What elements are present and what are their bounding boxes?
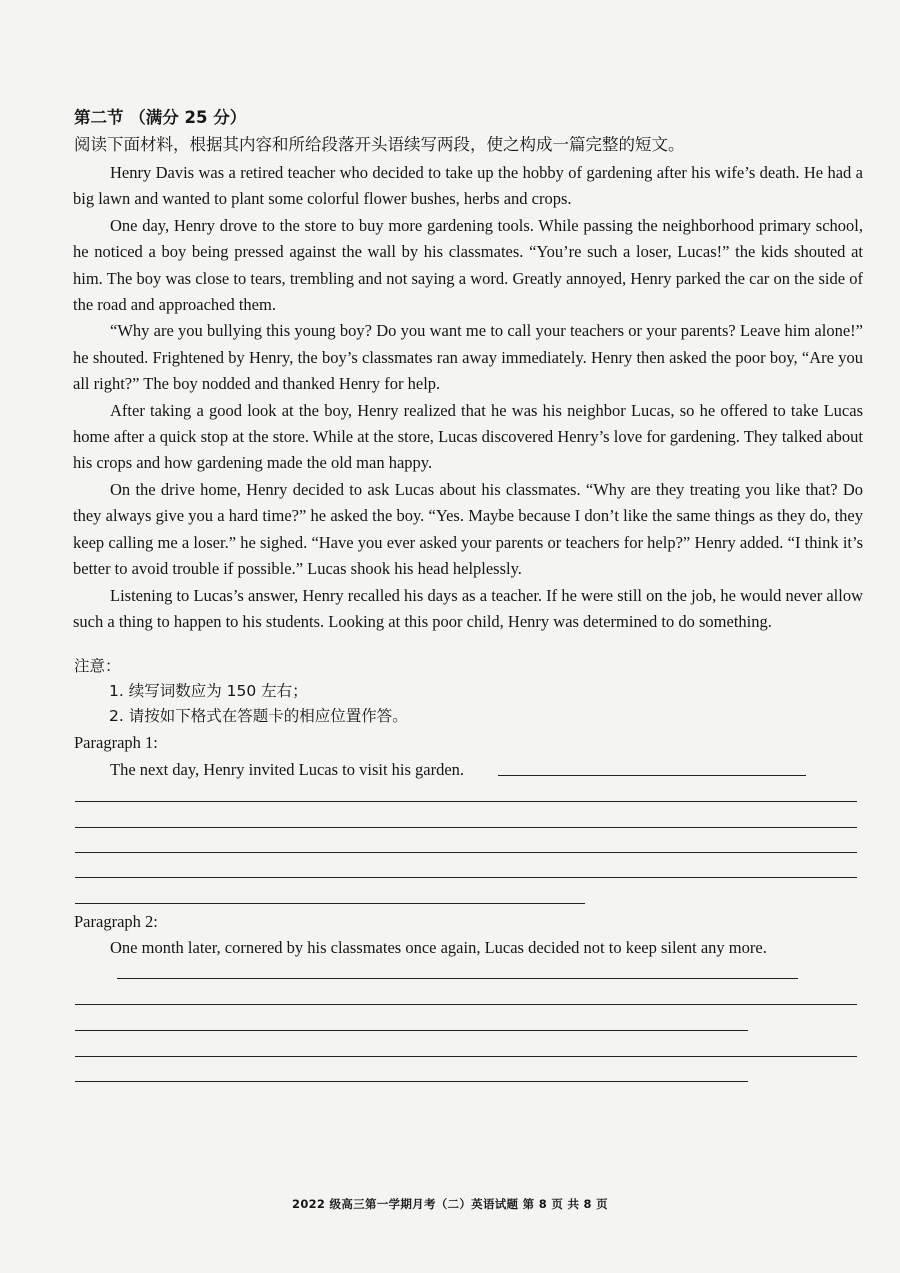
notes — [74, 654, 408, 729]
story-paragraph: After taking a good look at the boy, Henry realized that he was his neighbor Lucas, so he offered to take Lucas home after a quick stop at the store. While at the store, Lucas discovered Henry’s love for gardening. They talked about his crops and how gardening made the old man happy. — [73, 400, 863, 473]
note-item: 1. 续写词数应为 150 左右； — [109, 682, 308, 700]
story-paragraph: Henry Davis was a retired teacher who decided to take up the hobby of gardening after his wife’s death. He had a big lawn and wanted to plant some colorful flower bushes, herbs and crops. — [73, 163, 863, 209]
paragraph-2-opening: One month later, cornered by his classmates once again, Lucas decided not to keep silent any more. — [110, 938, 767, 957]
section-instruction: 阅读下面材料，根据其内容和所给段落开头语续写两段，使之构成一篇完整的短文。 — [74, 135, 685, 154]
answer-line[interactable] — [498, 775, 806, 776]
answer-line[interactable] — [75, 852, 857, 853]
answer-line[interactable] — [117, 978, 798, 979]
story-passage — [73, 160, 863, 635]
note-item: 2. 请按如下格式在答题卡的相应位置作答。 — [109, 707, 408, 725]
answer-line[interactable] — [75, 1056, 857, 1057]
paragraph-1-opening: The next day, Henry invited Lucas to visit his garden. — [110, 760, 465, 779]
story-paragraph: “Why are you bullying this young boy? Do you want me to call your teachers or your parents? Leave him alone!” he shouted. Frightened by Henry, the boy’s classmates ran away immediately. Henry then asked the poor boy, “Are you all right?” The boy nodded and thanked Henry for help. — [73, 321, 863, 394]
story-paragraph: Listening to Lucas’s answer, Henry recalled his days as a teacher. If he were still on the job, he would never allow such a thing to happen to his students. Looking at this poor child, Henry was determined to do something. — [73, 585, 863, 631]
answer-line[interactable] — [75, 1081, 748, 1082]
story-paragraph: One day, Henry drove to the store to buy more gardening tools. While passing the neighborhood primary school, he noticed a boy being pressed against the wall by his classmates. “You’re such a loser, Lucas!” the kids shouted at him. The boy was close to tears, trembling and not saying a word. Greatly annoyed, Henry parked the car on the side of the road and approached them. — [73, 215, 863, 315]
notes-title: 注意： — [74, 657, 121, 675]
page-footer: 2022 级高三第一学期月考（二）英语试题 第 8 页 共 8 页 — [292, 1197, 608, 1211]
paragraph-1-label: Paragraph 1: — [74, 733, 158, 752]
answer-line[interactable] — [75, 1030, 748, 1031]
section-title: 第二节 （满分 25 分） — [74, 108, 247, 127]
story-paragraph: On the drive home, Henry decided to ask Lucas about his classmates. “Why are they treating you like that? Do they always give you a hard time?” he asked the boy. “Yes. Maybe because I don’t like the same things as they do, they keep calling me a loser.” he sighed. “Have you ever asked your parents or teachers for help?” Henry added. “I think it’s better to avoid trouble if possible.” Lucas shook his head helplessly. — [73, 479, 863, 579]
paragraph-2-label: Paragraph 2: — [74, 912, 158, 931]
answer-line[interactable] — [75, 827, 857, 828]
answer-line[interactable] — [75, 801, 857, 802]
answer-line[interactable] — [75, 877, 857, 878]
answer-line[interactable] — [75, 1004, 857, 1005]
answer-line[interactable] — [75, 903, 585, 904]
